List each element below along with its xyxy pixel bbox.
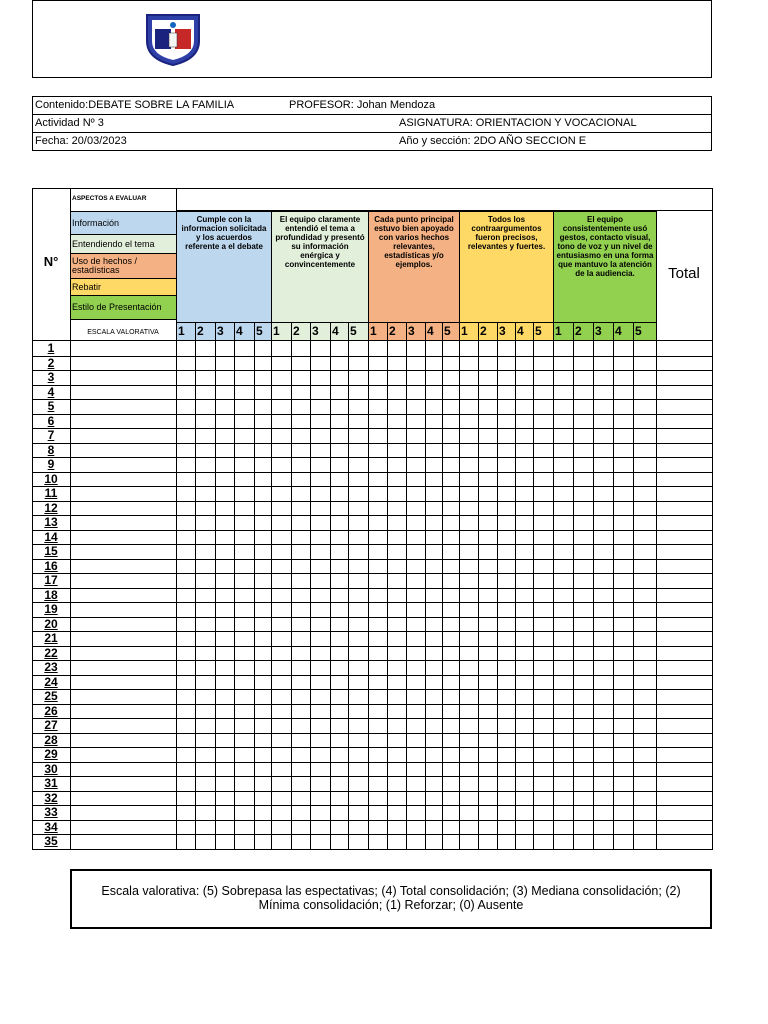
grid-line	[32, 515, 712, 516]
grid-line	[32, 573, 712, 574]
aspect-5	[70, 296, 176, 320]
grid-line	[712, 188, 713, 850]
row-number: 29	[44, 747, 58, 761]
grid-line	[32, 188, 712, 189]
row-number: 11	[44, 486, 58, 500]
aspect-label: Uso de hechos / estadísticas	[72, 256, 138, 275]
grid-line	[348, 322, 349, 849]
scale-cell	[533, 322, 553, 340]
row-number: 30	[44, 762, 58, 776]
row-number: 15	[44, 544, 58, 558]
grid-line	[32, 762, 712, 763]
scale-cell	[254, 322, 271, 340]
grid-line	[32, 443, 712, 444]
scale-value: 1	[461, 324, 468, 338]
criterion-3	[368, 211, 460, 323]
grid-line	[32, 747, 712, 748]
criterion-2	[271, 211, 369, 323]
scale-cell	[348, 322, 368, 340]
scale-cell	[442, 322, 459, 340]
aspect-3	[70, 254, 176, 279]
row-number: 33	[44, 805, 58, 819]
grid-line	[32, 718, 712, 719]
scale-cell	[195, 322, 215, 340]
grid-line	[32, 617, 712, 618]
grid-line	[32, 414, 712, 415]
row-number: 6	[47, 414, 55, 428]
scale-value: 5	[535, 324, 542, 338]
grid-line	[613, 322, 614, 849]
grid-line	[32, 399, 712, 400]
scale-value: 2	[389, 324, 396, 338]
info-row-1	[33, 97, 712, 115]
scale-cell	[478, 322, 497, 340]
profesor-field: PROFESOR: Johan Mendoza	[289, 99, 436, 111]
row-number: 21	[44, 631, 58, 645]
aspect-1	[70, 211, 176, 235]
grid-line	[497, 322, 498, 849]
row-number: 12	[44, 501, 58, 515]
row-number: 17	[44, 573, 58, 587]
aspect-label: Entendiendo el tema	[72, 238, 155, 249]
header-logo-box	[32, 0, 712, 78]
scale-value: 1	[178, 324, 185, 338]
grid-line	[32, 588, 712, 589]
grid-line	[32, 457, 712, 458]
escala-label: ESCALA VALORATIVA	[87, 329, 159, 336]
grid-line	[310, 322, 311, 849]
row-number: 28	[44, 733, 58, 747]
criterion-5	[553, 211, 657, 323]
grid-line	[32, 834, 712, 835]
scale-value: 4	[427, 324, 434, 338]
row-number: 26	[44, 704, 58, 718]
row-number: 34	[44, 820, 58, 834]
grid-line	[32, 820, 712, 821]
scale-cell	[176, 322, 195, 340]
grid-line	[32, 689, 712, 690]
scale-cell	[234, 322, 254, 340]
grid-line	[593, 322, 594, 849]
grid-line	[32, 805, 712, 806]
criterion-text: Todos los contraargumentos fueron precisos, relevantes y fuertes.	[467, 215, 546, 251]
row-number: 32	[44, 791, 58, 805]
scale-cell	[406, 322, 425, 340]
asignatura-field: ASIGNATURA: ORIENTACION Y VOCACIONAL	[399, 117, 637, 129]
aspectos-label: ASPECTOS A EVALUAR	[72, 195, 147, 202]
grid-line	[406, 322, 407, 849]
grid-line	[271, 322, 272, 849]
row-number: 22	[44, 646, 58, 660]
criterion-4	[459, 211, 554, 323]
grid-line	[32, 385, 712, 386]
grid-line	[330, 322, 331, 849]
grid-line	[32, 602, 712, 603]
scale-value: 3	[499, 324, 506, 338]
scale-value: 3	[217, 324, 224, 338]
numero-header: N°	[43, 254, 59, 269]
scale-value: 4	[517, 324, 524, 338]
grid-line	[32, 370, 712, 371]
row-number: 24	[44, 675, 58, 689]
scale-cell	[553, 322, 573, 340]
grid-line	[176, 188, 177, 210]
grid-line	[176, 322, 656, 323]
scale-value: 2	[197, 324, 204, 338]
scale-cell	[387, 322, 406, 340]
aspect-label: Rebatir	[72, 281, 102, 292]
criterion-text: Cumple con la informacion solicitada y los acuerdos referente a el debate	[181, 215, 267, 251]
scale-value: 2	[480, 324, 487, 338]
total-header: Total	[668, 265, 700, 282]
scale-value: 1	[555, 324, 562, 338]
scale-value: 4	[236, 324, 243, 338]
school-shield-logo-icon	[143, 11, 203, 67]
scale-value: 5	[256, 324, 263, 338]
row-number: 27	[44, 718, 58, 732]
row-number: 23	[44, 660, 58, 674]
grid-line	[32, 791, 712, 792]
row-number: 25	[44, 689, 58, 703]
scale-cell	[291, 322, 310, 340]
grid-line	[254, 322, 255, 849]
fecha-field: Fecha: 20/03/2023	[35, 135, 127, 147]
row-number: 16	[44, 559, 58, 573]
grid-line	[32, 646, 712, 647]
criterion-text: Cada punto principal estuvo bien apoyado con varios hechos relevantes, estadísticas y/o ejemplos.	[374, 215, 454, 269]
scale-value: 5	[635, 324, 642, 338]
scale-value: 3	[595, 324, 602, 338]
grid-line	[176, 210, 712, 211]
scale-cell	[593, 322, 613, 340]
grid-line	[387, 322, 388, 849]
scale-value: 2	[575, 324, 582, 338]
row-number: 4	[47, 385, 55, 399]
scale-cell	[613, 322, 633, 340]
scale-value: 2	[293, 324, 300, 338]
row-number: 10	[44, 472, 58, 486]
seccion-field: Año y sección: 2DO AÑO SECCION E	[399, 135, 587, 147]
grid-line	[533, 322, 534, 849]
grid-line	[368, 322, 369, 849]
info-table	[32, 96, 712, 151]
aspect-label: Información	[72, 217, 120, 228]
actividad-field: Actividad Nº 3	[35, 117, 104, 129]
grid-line	[32, 704, 712, 705]
grid-line	[32, 660, 712, 661]
row-number: 2	[47, 356, 55, 370]
grid-line	[32, 675, 712, 676]
grid-line	[425, 322, 426, 849]
grid-line	[32, 428, 712, 429]
legend-text: Escala valorativa: (5) Sobrepasa las espectativas; (4) Total consolidación; (3) Mediana consolidación; (2) Mínima consolidación; (1) Reforzar; (0) Ausente	[101, 884, 681, 912]
scale-value: 4	[615, 324, 622, 338]
scale-cell	[215, 322, 234, 340]
aspect-label: Estilo de Presentación	[72, 302, 162, 312]
scale-value: 3	[408, 324, 415, 338]
scale-cell	[497, 322, 515, 340]
grid-line	[215, 322, 216, 849]
row-number: 3	[47, 370, 55, 384]
row-number: 18	[44, 588, 58, 602]
grid-line	[32, 356, 712, 357]
row-number: 35	[44, 834, 58, 848]
scale-cell	[330, 322, 348, 340]
grid-line	[656, 322, 657, 849]
aspect-4	[70, 279, 176, 296]
scale-value: 3	[312, 324, 319, 338]
grid-line	[459, 322, 460, 849]
grid-line	[70, 188, 71, 849]
grid-line	[573, 322, 574, 849]
criterion-text: El equipo claramente entendió el tema a profundidad y presentó su información enérgica y convincentemente	[275, 215, 365, 269]
scale-cell	[573, 322, 593, 340]
grid-line	[32, 559, 712, 560]
grid-line	[234, 322, 235, 849]
scale-value: 5	[444, 324, 451, 338]
scale-value: 1	[370, 324, 377, 338]
contenido-field: Contenido:DEBATE SOBRE LA FAMILIA	[35, 99, 235, 111]
scale-value: 5	[350, 324, 357, 338]
grid-line	[291, 322, 292, 849]
scale-cell	[425, 322, 442, 340]
scale-value: 4	[332, 324, 339, 338]
scale-cell	[515, 322, 533, 340]
grid-line	[32, 544, 712, 545]
grid-line	[32, 472, 712, 473]
row-number: 13	[44, 515, 58, 529]
grid-line	[32, 631, 712, 632]
row-number: 8	[47, 443, 55, 457]
row-number: 14	[44, 530, 58, 544]
scale-cell	[459, 322, 478, 340]
grid-line	[195, 322, 196, 849]
grid-line	[32, 530, 712, 531]
aspect-2	[70, 235, 176, 254]
legend-box	[70, 869, 712, 929]
grid-line	[32, 733, 712, 734]
scale-value: 1	[273, 324, 280, 338]
row-number: 20	[44, 617, 58, 631]
scale-cell	[633, 322, 656, 340]
grid-line	[442, 322, 443, 849]
grid-line	[32, 776, 712, 777]
scale-cell	[310, 322, 330, 340]
row-number: 7	[47, 428, 55, 442]
grid-line	[515, 322, 516, 849]
grid-line	[633, 322, 634, 849]
row-number: 1	[47, 341, 55, 355]
grid-line	[32, 486, 712, 487]
scale-cell	[271, 322, 291, 340]
grid-line	[553, 322, 554, 849]
grid-line	[32, 849, 712, 850]
grid-line	[478, 322, 479, 849]
row-number: 5	[47, 399, 55, 413]
criterion-1	[176, 211, 272, 323]
criterion-text: El equipo consistentemente usó gestos, contacto visual, tono de voz y un nivel de entusiasmo en una forma que mantuvo la atención de la audiencia.	[556, 215, 654, 278]
row-number: 19	[44, 602, 58, 616]
scale-cell	[368, 322, 387, 340]
row-number: 9	[47, 457, 55, 471]
grid-line	[32, 340, 712, 341]
row-number: 31	[44, 776, 58, 790]
info-row-2	[33, 115, 712, 133]
info-row-3	[33, 133, 712, 151]
grid-line	[32, 501, 712, 502]
